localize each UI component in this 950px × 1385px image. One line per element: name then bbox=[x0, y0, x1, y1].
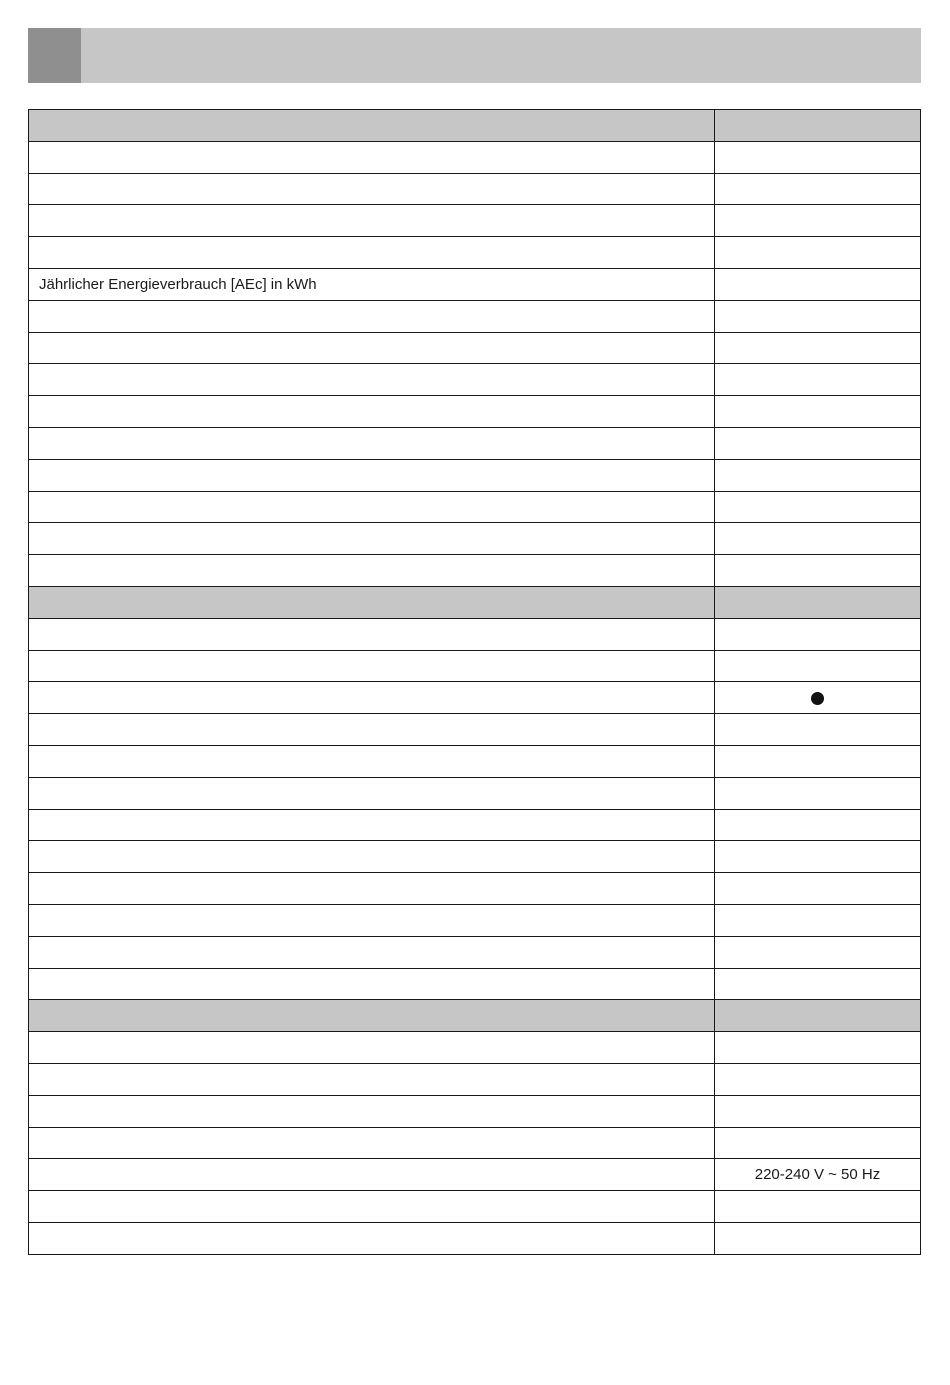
row-label bbox=[29, 968, 715, 1000]
row-value bbox=[715, 1191, 921, 1223]
row-value bbox=[715, 1063, 921, 1095]
row-label bbox=[29, 1032, 715, 1064]
row-value bbox=[715, 809, 921, 841]
section-header-row bbox=[29, 586, 921, 618]
table-row bbox=[29, 555, 921, 587]
header-tab-marker bbox=[28, 28, 81, 83]
row-value bbox=[715, 523, 921, 555]
table-row bbox=[29, 332, 921, 364]
row-label bbox=[29, 523, 715, 555]
row-label bbox=[29, 809, 715, 841]
row-label bbox=[29, 1127, 715, 1159]
row-label bbox=[29, 141, 715, 173]
row-value bbox=[715, 1032, 921, 1064]
table-row bbox=[29, 364, 921, 396]
table-row bbox=[29, 523, 921, 555]
table-row bbox=[29, 459, 921, 491]
page-header-bar bbox=[28, 28, 921, 83]
row-label bbox=[29, 682, 715, 714]
row-value bbox=[715, 300, 921, 332]
row-label bbox=[29, 777, 715, 809]
table-row bbox=[29, 427, 921, 459]
table-row bbox=[29, 396, 921, 428]
row-label: Jährlicher Energieverbrauch [AEc] in kWh bbox=[29, 268, 715, 300]
table-row bbox=[29, 682, 921, 714]
row-value bbox=[715, 555, 921, 587]
table-row bbox=[29, 1127, 921, 1159]
row-value bbox=[715, 427, 921, 459]
table-row bbox=[29, 841, 921, 873]
table-row bbox=[29, 300, 921, 332]
table-row bbox=[29, 1095, 921, 1127]
row-value bbox=[715, 682, 921, 714]
row-label bbox=[29, 841, 715, 873]
row-label bbox=[29, 332, 715, 364]
spec-table bbox=[28, 109, 921, 1255]
table-row bbox=[29, 809, 921, 841]
row-label bbox=[29, 1063, 715, 1095]
row-label bbox=[29, 396, 715, 428]
table-row bbox=[29, 141, 921, 173]
table-row bbox=[29, 777, 921, 809]
row-label bbox=[29, 618, 715, 650]
table-row bbox=[29, 618, 921, 650]
spec-table-body bbox=[29, 110, 921, 1255]
row-value bbox=[715, 1127, 921, 1159]
row-value bbox=[715, 396, 921, 428]
table-row bbox=[29, 1063, 921, 1095]
section-header-row bbox=[29, 110, 921, 142]
row-label bbox=[29, 1000, 715, 1032]
row-value bbox=[715, 650, 921, 682]
row-label bbox=[29, 586, 715, 618]
row-value bbox=[715, 364, 921, 396]
row-value bbox=[715, 491, 921, 523]
table-row bbox=[29, 936, 921, 968]
table-row bbox=[29, 873, 921, 905]
table-row bbox=[29, 1191, 921, 1223]
row-label bbox=[29, 205, 715, 237]
row-label bbox=[29, 491, 715, 523]
row-value: 220-240 V ~ 50 Hz bbox=[715, 1159, 921, 1191]
row-label bbox=[29, 110, 715, 142]
row-value bbox=[715, 110, 921, 142]
row-value bbox=[715, 237, 921, 269]
row-value bbox=[715, 1222, 921, 1254]
row-label bbox=[29, 237, 715, 269]
table-row bbox=[29, 1159, 921, 1191]
row-value bbox=[715, 141, 921, 173]
table-row bbox=[29, 205, 921, 237]
row-label bbox=[29, 714, 715, 746]
table-row bbox=[29, 968, 921, 1000]
table-row bbox=[29, 650, 921, 682]
section-header-row bbox=[29, 1000, 921, 1032]
table-row bbox=[29, 714, 921, 746]
table-row bbox=[29, 237, 921, 269]
row-label bbox=[29, 300, 715, 332]
row-label bbox=[29, 1159, 715, 1191]
row-label bbox=[29, 936, 715, 968]
table-row bbox=[29, 904, 921, 936]
row-label bbox=[29, 873, 715, 905]
row-label bbox=[29, 427, 715, 459]
row-label bbox=[29, 1191, 715, 1223]
row-label bbox=[29, 1222, 715, 1254]
row-label bbox=[29, 745, 715, 777]
row-label bbox=[29, 904, 715, 936]
row-label bbox=[29, 173, 715, 205]
table-row bbox=[29, 491, 921, 523]
row-value bbox=[715, 1000, 921, 1032]
row-label bbox=[29, 459, 715, 491]
row-value bbox=[715, 936, 921, 968]
row-value bbox=[715, 586, 921, 618]
table-row bbox=[29, 173, 921, 205]
row-value bbox=[715, 714, 921, 746]
table-row bbox=[29, 745, 921, 777]
row-label bbox=[29, 1095, 715, 1127]
row-value bbox=[715, 618, 921, 650]
row-value bbox=[715, 1095, 921, 1127]
row-value bbox=[715, 777, 921, 809]
row-value bbox=[715, 459, 921, 491]
row-value bbox=[715, 873, 921, 905]
row-value bbox=[715, 268, 921, 300]
table-row bbox=[29, 1222, 921, 1254]
row-label bbox=[29, 650, 715, 682]
table-row bbox=[29, 268, 921, 300]
filled-dot-icon bbox=[811, 692, 824, 705]
row-value bbox=[715, 205, 921, 237]
row-value bbox=[715, 173, 921, 205]
row-value bbox=[715, 968, 921, 1000]
row-label bbox=[29, 555, 715, 587]
row-value bbox=[715, 745, 921, 777]
table-row bbox=[29, 1032, 921, 1064]
row-label bbox=[29, 364, 715, 396]
row-value bbox=[715, 904, 921, 936]
row-value bbox=[715, 841, 921, 873]
row-value bbox=[715, 332, 921, 364]
